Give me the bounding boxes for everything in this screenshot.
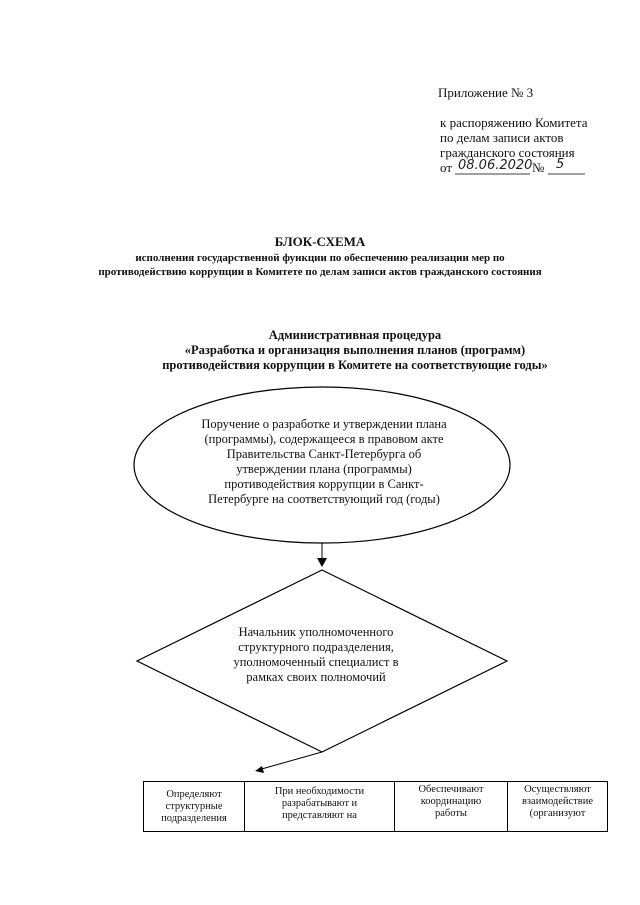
appendix-title: Приложение № 3 xyxy=(438,85,534,100)
cell-line: разрабатывают и xyxy=(281,798,358,809)
diamond-line: Начальник уполномоченного xyxy=(238,625,394,639)
cell-line: (организуют xyxy=(529,808,586,819)
diamond-line: рамках своих полномочий xyxy=(246,670,386,684)
appendix-number-prefix: № xyxy=(532,160,545,175)
cell-line: взаимодействие xyxy=(521,796,594,807)
cell-line: структурные xyxy=(165,801,223,812)
cell-line: Обеспечивают xyxy=(418,784,484,795)
ellipse-line: утверждении плана (программы) xyxy=(236,462,412,476)
cell-line: При необходимости xyxy=(274,786,365,797)
cell-line: подразделения xyxy=(161,813,227,824)
ellipse-line: Поручение о разработке и утверждении плана xyxy=(201,417,447,431)
ellipse-line: (программы), содержащееся в правовом акте xyxy=(204,432,444,446)
ellipse-line: противодействия коррупции в Санкт- xyxy=(224,477,424,491)
procedure-line-1: Административная процедура xyxy=(268,328,442,342)
ellipse-line: Правительства Санкт-Петербурга об xyxy=(226,447,422,461)
cell-line: представляют на xyxy=(282,810,357,821)
appendix-number-value: 5 xyxy=(556,157,565,172)
cell-line: Осуществляют xyxy=(524,784,591,795)
cell-line: работы xyxy=(434,808,467,819)
procedure-line-2: «Разработка и организация выполнения планов (программ) xyxy=(184,343,526,357)
appendix-line-2: по делам записи актов xyxy=(440,130,564,145)
scheme-subtitle-line-2: противодействию коррупции в Комитете по делам записи актов гражданского состояния xyxy=(98,266,542,278)
diamond-line: уполномоченный специалист в xyxy=(233,655,399,669)
cell-line: координацию xyxy=(420,796,482,807)
appendix-line-1: к распоряжению Комитета xyxy=(440,115,588,130)
cell-line: Определяют xyxy=(166,789,222,800)
appendix-line-3: гражданского состояния xyxy=(440,145,575,160)
diamond-line: структурного подразделения, xyxy=(238,640,394,654)
appendix-date-value: 08.06.2020 xyxy=(458,158,533,173)
appendix-date-prefix: от xyxy=(440,160,453,175)
scheme-title: БЛОК-СХЕМА xyxy=(274,234,366,249)
procedure-line-3: противодействия коррупции в Комитете на соответствующие годы» xyxy=(162,358,548,372)
ellipse-line: Петербурге на соответствующий год (годы) xyxy=(208,492,440,506)
scheme-subtitle-line-1: исполнения государственной функции по обеспечению реализации мер по xyxy=(135,252,505,264)
